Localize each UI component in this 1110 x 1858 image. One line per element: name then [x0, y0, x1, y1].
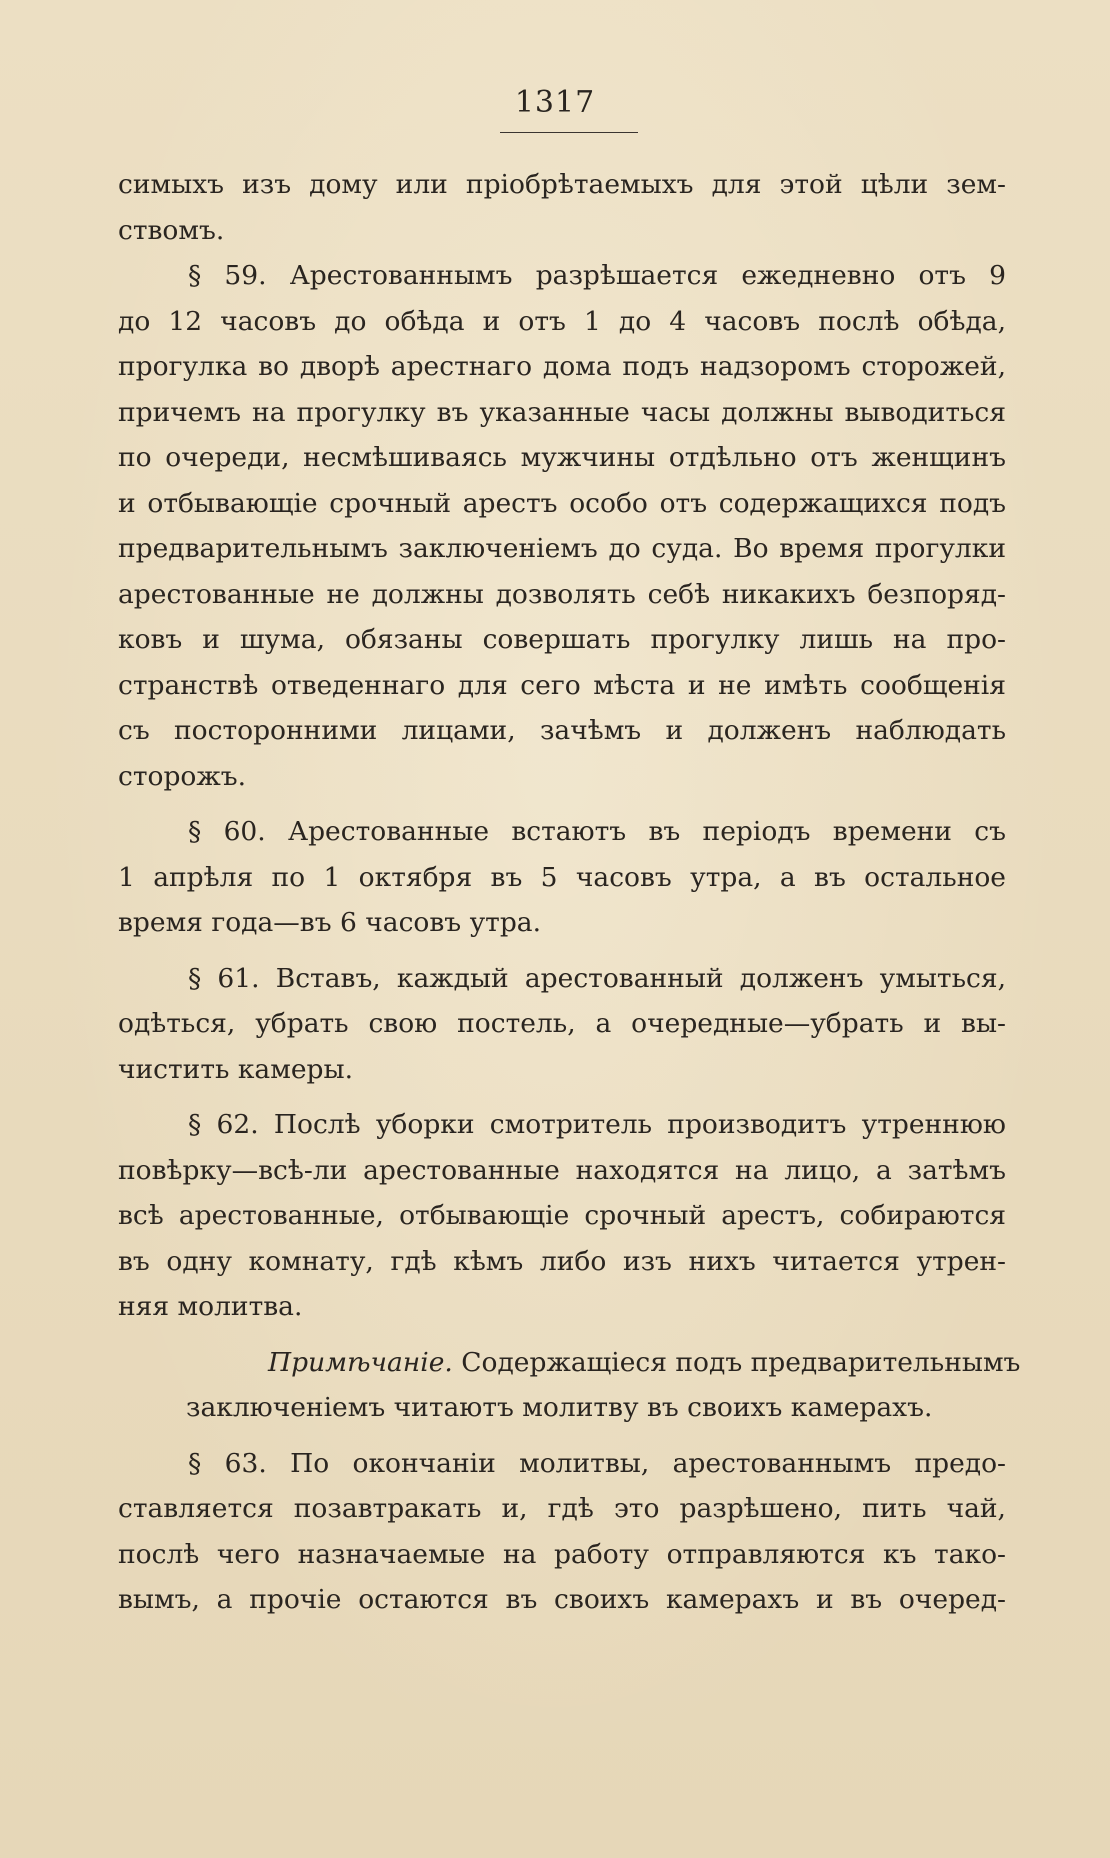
text-line: § 63. По окончаніи молитвы, арестованнымъ предо-: [188, 1447, 1006, 1479]
text-line: арестованные не должны дозволять себѣ никакихъ безпоряд-: [118, 578, 1006, 610]
text-line: § 59. Арестованнымъ разрѣшается ежедневно отъ 9: [188, 260, 1006, 291]
text-line: повѣрку—всѣ-ли арестованные находятся на лицо, а затѣмъ: [118, 1154, 1006, 1186]
paragraph-section-60: [118, 809, 1006, 946]
paragraph-section-62: [118, 1102, 1006, 1330]
text-line: и отбывающіе срочный арестъ особо отъ содержащихся подъ: [118, 487, 1006, 519]
text-line: симыхъ изъ дому или пріобрѣтаемыхъ для этой цѣли зем-: [118, 169, 1006, 200]
text-line: ковъ и шума, обязаны совершать прогулку лишь на про-: [118, 624, 1006, 655]
text-line: няя молитва.: [118, 1291, 303, 1322]
paragraph-section-59: [118, 253, 1006, 799]
text-line: прогулка во дворѣ арестнаго дома подъ надзоромъ сторожей,: [118, 351, 1006, 382]
text-line: сторожъ.: [118, 760, 247, 792]
text-line: § 62. Послѣ уборки смотритель производитъ утреннюю: [188, 1109, 1006, 1140]
text-line: съ посторонними лицами, зачѣмъ и долженъ наблюдать: [118, 715, 1006, 746]
text-line: до 12 часовъ до обѣда и отъ 1 до 4 часовъ послѣ обѣда,: [118, 305, 1006, 337]
text-line: 1 апрѣля по 1 октября въ 5 часовъ утра, а въ остальное: [118, 861, 1006, 893]
note-first-line: [118, 1340, 1021, 1386]
text-line: § 61. Вставъ, каждый арестованный долженъ умыться,: [188, 962, 1006, 994]
text-line: чистить камеры.: [118, 1053, 353, 1085]
text-line: по очереди, несмѣшиваясь мужчины отдѣльно отъ женщинъ: [118, 442, 1006, 473]
text-line: заключеніемъ читаютъ молитву въ своихъ камерахъ.: [186, 1392, 933, 1423]
text-line: ствомъ.: [118, 214, 225, 246]
text-line: время года—въ 6 часовъ утра.: [118, 907, 542, 938]
body-text: [118, 162, 1021, 1623]
text-line: ставляется позавтракать и, гдѣ это разрѣшено, пить чай,: [118, 1493, 1006, 1524]
paragraph-section-61: [118, 956, 1006, 1093]
text-line: странствѣ отведеннаго для сего мѣста и не имѣть сообщенія: [118, 669, 1006, 701]
note-label: Примѣчаніе.: [268, 1346, 453, 1378]
paragraph-continuation: [118, 162, 1006, 253]
page-number: 1317: [514, 85, 596, 120]
note-first-line-text: Содержащіеся подъ предварительнымъ: [452, 1346, 1021, 1378]
note: [118, 1340, 1021, 1431]
paragraph-section-63: [118, 1441, 1006, 1623]
text-line: § 60. Арестованные встаютъ въ періодъ времени съ: [188, 816, 1006, 847]
text-line: причемъ на прогулку въ указанные часы должны выводиться: [118, 396, 1006, 428]
text-line: всѣ арестованные, отбывающіе срочный арестъ, собираются: [118, 1200, 1006, 1231]
text-line: послѣ чего назначаемые на работу отправляются къ тако-: [118, 1538, 1006, 1570]
text-line: вымъ, а прочіе остаются въ своихъ камерахъ и въ очеред-: [118, 1584, 1006, 1615]
text-line: въ одну комнату, гдѣ кѣмъ либо изъ нихъ читается утрен-: [118, 1245, 1006, 1277]
page-number-rule: [500, 132, 638, 133]
text-line: одѣться, убрать свою постель, а очередные—убрать и вы-: [118, 1008, 1006, 1039]
text-line: предварительнымъ заключеніемъ до суда. Во время прогулки: [118, 533, 1006, 564]
